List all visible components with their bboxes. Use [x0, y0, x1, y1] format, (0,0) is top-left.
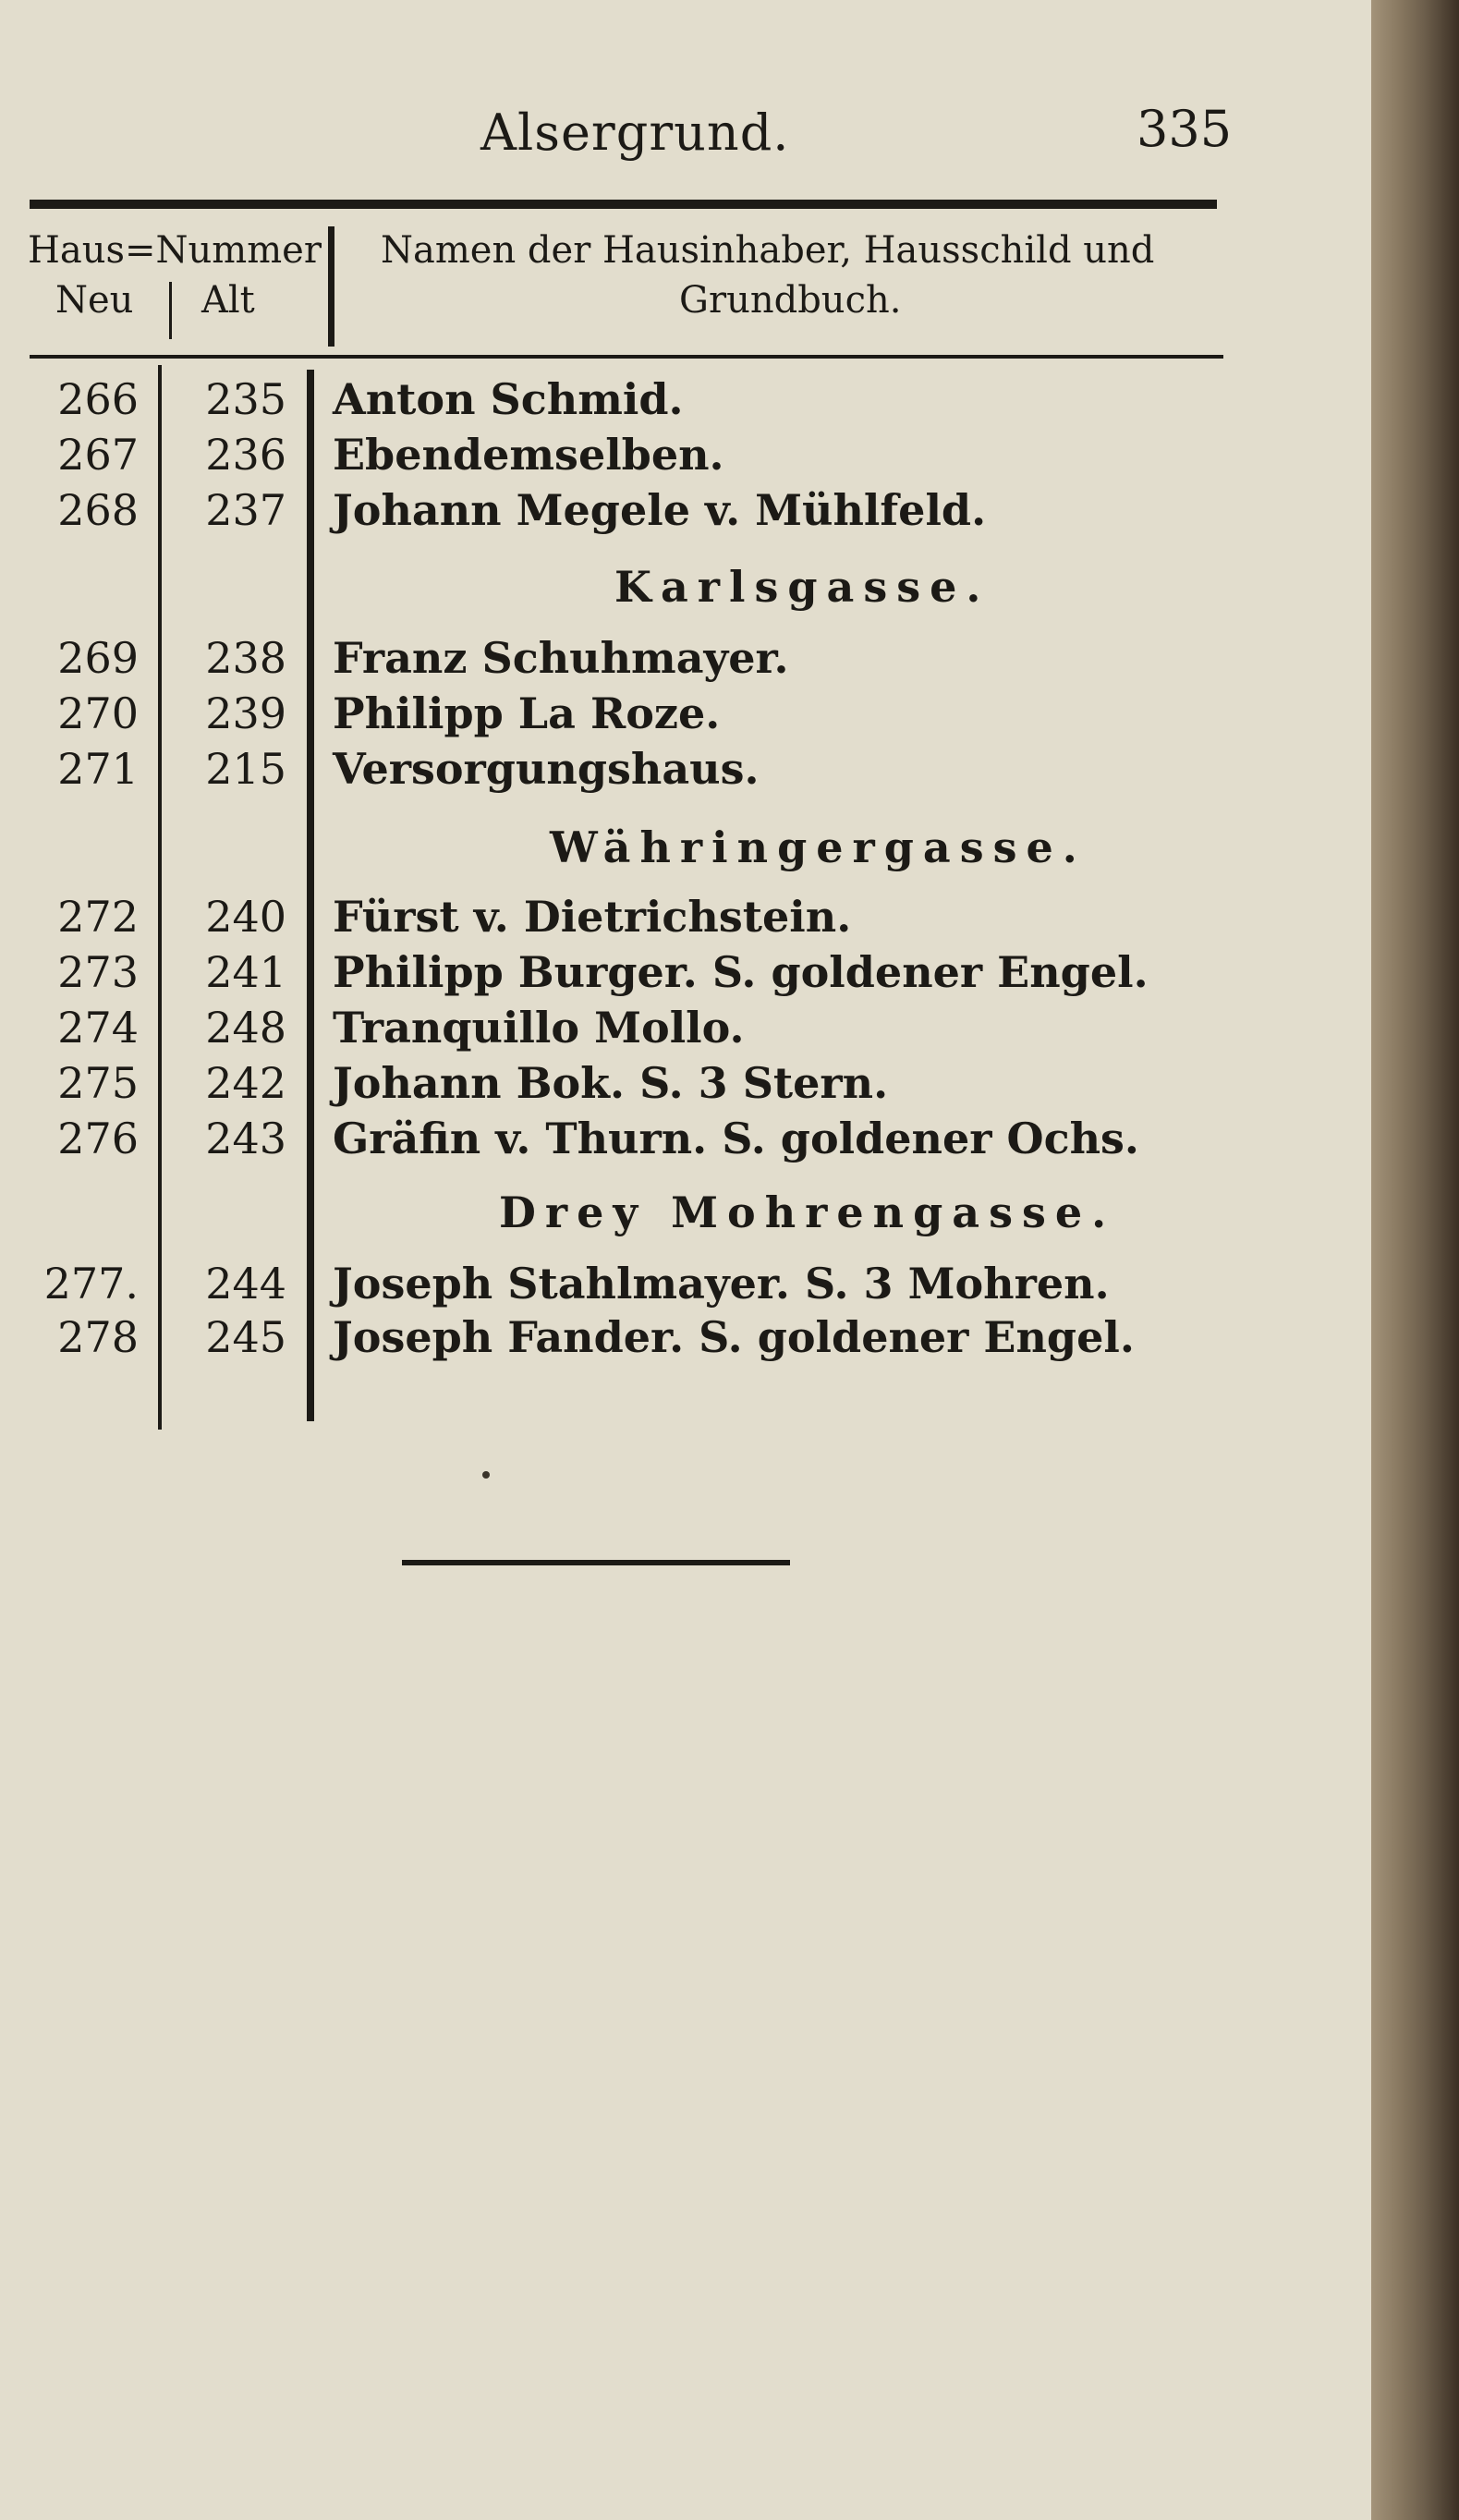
old-number: 235: [205, 374, 286, 424]
column-divider-new-old: [158, 365, 162, 1430]
header-bottom-rule: [30, 355, 1223, 359]
owner-name: Fürst v. Dietrichstein.: [333, 892, 852, 942]
old-number: 241: [205, 947, 286, 997]
header-divider-names: [328, 226, 334, 347]
new-number: 274: [57, 1003, 139, 1053]
old-number: 239: [205, 688, 286, 738]
new-number: 275: [57, 1058, 139, 1108]
book-spine: [1371, 0, 1459, 2520]
old-number: 236: [205, 430, 286, 480]
owner-name: Gräfin v. Thurn. S. goldener Ochs.: [333, 1114, 1139, 1163]
old-number: 215: [205, 744, 286, 794]
owner-name: Philipp La Roze.: [333, 688, 721, 738]
old-number: 238: [205, 633, 286, 683]
owner-name: Philipp Burger. S. goldener Engel.: [333, 947, 1149, 997]
column-header-new: Neu: [55, 279, 134, 322]
owner-name: Joseph Fander. S. goldener Engel.: [333, 1312, 1135, 1362]
old-number: 240: [205, 892, 286, 942]
new-number: 269: [57, 633, 139, 683]
street-heading: Währingergasse.: [550, 822, 1087, 872]
running-title: Alsergrund.: [480, 103, 790, 162]
street-heading: Drey Mohrengasse.: [499, 1187, 1116, 1237]
page-number: 335: [1137, 100, 1233, 158]
old-number: 245: [205, 1312, 286, 1362]
owner-name: Joseph Stahlmayer. S. 3 Mohren.: [333, 1259, 1110, 1309]
old-number: 237: [205, 485, 286, 535]
column-header-old: Alt: [201, 279, 255, 322]
new-number: 271: [57, 744, 139, 794]
owner-name: Anton Schmid.: [333, 374, 684, 424]
new-number: 266: [57, 374, 139, 424]
new-number: 276: [57, 1114, 139, 1163]
new-number: 277.: [43, 1259, 139, 1309]
old-number: 248: [205, 1003, 286, 1053]
new-number: 273: [57, 947, 139, 997]
column-header-names-cont: Grundbuch.: [679, 279, 902, 322]
ink-speck: [482, 1471, 490, 1479]
column-header-names: Namen der Hausinhaber, Hausschild und: [381, 229, 1155, 272]
new-number: 278: [57, 1312, 139, 1362]
owner-name: Versorgungshaus.: [333, 744, 760, 794]
owner-name: Johann Bok. S. 3 Stern.: [333, 1058, 889, 1108]
owner-name: Ebendemselben.: [333, 430, 724, 480]
column-divider-names: [307, 370, 314, 1421]
new-number: 272: [57, 892, 139, 942]
new-number: 268: [57, 485, 139, 535]
new-number: 267: [57, 430, 139, 480]
header-divider-new-old: [169, 282, 172, 339]
owner-name: Johann Megele v. Mühlfeld.: [333, 485, 987, 535]
new-number: 270: [57, 688, 139, 738]
owner-name: Franz Schuhmayer.: [333, 633, 789, 683]
old-number: 243: [205, 1114, 286, 1163]
end-rule: [402, 1560, 790, 1565]
old-number: 244: [205, 1259, 286, 1309]
street-heading: Karlsgasse.: [614, 562, 991, 612]
owner-name: Tranquillo Mollo.: [333, 1003, 745, 1053]
header-rule: [30, 200, 1217, 209]
old-number: 242: [205, 1058, 286, 1108]
column-header-house-number: Haus=Nummer: [28, 229, 322, 272]
